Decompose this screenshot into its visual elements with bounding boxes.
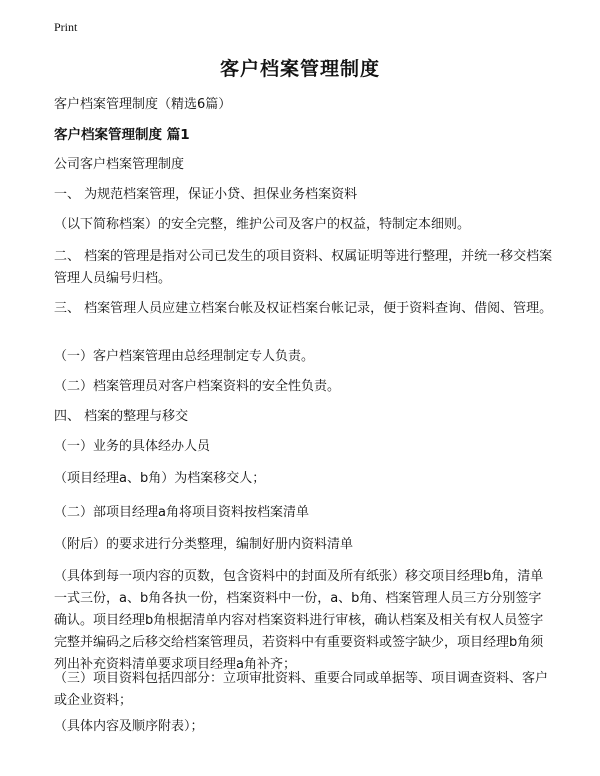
document-title: 客户档案管理制度 [219,58,380,80]
paragraph-item-4-sub-3-cont: （具体内容及顺序附表）； [54,719,204,734]
print-link[interactable]: Print [54,20,78,34]
section-heading: 客户档案管理制度 篇1 [54,127,190,143]
paragraph-item-4-sub-2: （二）部项目经理a角将项目资料按档案清单 [54,505,309,520]
document-subtitle: 客户档案管理制度（精选6篇） [54,97,232,112]
paragraph-sub-2: （二）档案管理员对客户档案资料的安全性负责。 [54,379,341,394]
paragraph-item-4-sub-1: （一）业务的具体经办人员 [54,439,211,454]
paragraph-item-1: 一、 为规范档案管理，保证小贷、担保业务档案资料 [54,187,358,202]
paragraph-item-4-sub-1-cont: （项目经理a、b角）为档案移交人； [54,471,266,486]
paragraph-item-4-detail: （具体到每一项内容的页数，包含资料中的封面及所有纸张）移交项目经理b角，清单一式三份，a、b角各执一份，档案资料中一份，a、b角、档案管理人员三方分别签字确认。项目经理b角根据清单内容对档案资料进行审核，确认档案及相关有权人员签字完整并编码之后移交给档案管理员，若资料中有重要资料或签字缺少，项目经理b角须列出补充资料清单要求项目经理a角补齐； [54,569,544,672]
paragraph-item-4-sub-2-cont: （附后）的要求进行分类整理，编制好册内资料清单 [54,537,354,552]
paragraph-sub-1: （一）客户档案管理由总经理制定专人负责。 [54,349,315,364]
paragraph-item-3: 三、 档案管理人员应建立档案台帐及权证档案台帐记录，便于资料查询、借阅、管理。 [54,301,553,316]
paragraph-company-title: 公司客户档案管理制度 [54,157,185,172]
paragraph-item-4-sub-3: （三）项目资料包括四部分：立项审批资料、重要合同或单据等、项目调查资料、客户或企业资料； [54,671,549,708]
paragraph-item-1-cont: （以下简称档案）的安全完整，维护公司及客户的权益，特制定本细则。 [54,217,471,232]
paragraph-item-4: 四、 档案的整理与移交 [54,409,189,424]
paragraph-item-2: 二、 档案的管理是指对公司已发生的项目资料、权属证明等进行整理，并统一移交档案管理人员编号归档。 [54,249,553,286]
